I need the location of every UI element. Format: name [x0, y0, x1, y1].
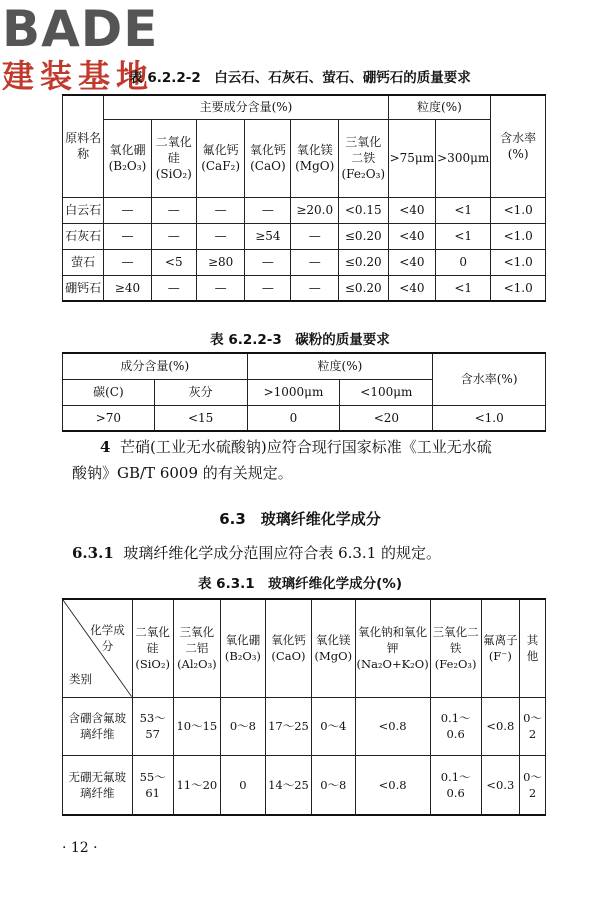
cell: — — [196, 275, 244, 301]
paragraph-item-4 — [100, 434, 570, 460]
section-heading: 6.3 玻璃纤维化学成分 — [219, 510, 381, 528]
row-label: 白云石 — [63, 197, 104, 223]
row-label: 硼钙石 — [63, 275, 104, 301]
cell: <20 — [340, 405, 433, 431]
col-header: 氟离子(F⁻) — [481, 599, 520, 697]
col-header: >1000μm — [247, 379, 340, 405]
cell: <40 — [388, 197, 436, 223]
col-header: 二氧化硅(SiO₂) — [132, 599, 173, 697]
cell: ≥80 — [196, 249, 244, 275]
cell: 55～61 — [132, 755, 173, 815]
cell: 0.1～0.6 — [430, 755, 481, 815]
cell: — — [245, 197, 291, 223]
cell: 17～25 — [265, 697, 311, 755]
cell: — — [245, 275, 291, 301]
row-label: 无硼无氟玻璃纤维 — [63, 755, 133, 815]
cell: ≤0.20 — [338, 249, 388, 275]
diagonal-header — [63, 599, 133, 697]
cell: 0～8 — [220, 697, 265, 755]
cell: 14～25 — [265, 755, 311, 815]
header-particle-size: 粒度(%) — [247, 353, 433, 379]
cell: ≤0.20 — [338, 275, 388, 301]
cell: <0.15 — [338, 197, 388, 223]
cell: <5 — [151, 249, 196, 275]
col-header: 三氧化二铁(Fe₂O₃) — [430, 599, 481, 697]
cell: — — [245, 249, 291, 275]
col-header: 氧化钙(CaO) — [265, 599, 311, 697]
col-header: 氧化镁(MgO) — [291, 119, 338, 197]
table-6-2-2-2 — [62, 94, 546, 302]
col-header: 氧化钙(CaO) — [245, 119, 291, 197]
diag-bottom-label: 类别 — [69, 671, 92, 686]
cell: <1.0 — [491, 197, 546, 223]
cell: >70 — [63, 405, 155, 431]
cell: ≥20.0 — [291, 197, 338, 223]
table-6-3-1 — [62, 598, 546, 816]
page-number: · 12 · — [62, 840, 98, 856]
col-header: 氧化钠和氧化钾(Na₂O+K₂O) — [355, 599, 430, 697]
table-row — [63, 405, 546, 431]
cell: <1.0 — [491, 249, 546, 275]
cell: ≤0.20 — [338, 223, 388, 249]
col-header: 氧化硼(B₂O₃) — [220, 599, 265, 697]
col-header: <100μm — [340, 379, 433, 405]
row-label: 含硼含氟玻璃纤维 — [63, 697, 133, 755]
col-header: 三氧化二铝(Al₂O₃) — [173, 599, 220, 697]
header-particle-size: 粒度(%) — [388, 95, 491, 119]
cell: 10～15 — [173, 697, 220, 755]
col-header: >75μm — [388, 119, 436, 197]
cell: <1.0 — [433, 405, 546, 431]
table-row — [63, 697, 546, 755]
header-raw-material: 原料名称 — [63, 95, 104, 197]
paragraph-line: 芒硝(工业无水硫酸钠)应符合现行国家标准《工业无水硫 — [119, 438, 492, 456]
table-row — [63, 197, 546, 223]
cell: — — [151, 275, 196, 301]
cell: — — [291, 275, 338, 301]
clause-text: 玻璃纤维化学成分范围应符合表 6.3.1 的规定。 — [123, 544, 442, 562]
cell: 0.1～0.6 — [430, 697, 481, 755]
cell: <0.8 — [355, 697, 430, 755]
cell: — — [104, 223, 151, 249]
cell: 0 — [220, 755, 265, 815]
col-header: 二氧化硅(SiO₂) — [151, 119, 196, 197]
cell: 0～8 — [312, 755, 355, 815]
table-row — [63, 223, 546, 249]
cell: 0 — [436, 249, 491, 275]
cell: ≥54 — [245, 223, 291, 249]
col-header: 氧化硼(B₂O₃) — [104, 119, 151, 197]
cell: <40 — [388, 249, 436, 275]
col-header: 其他 — [520, 599, 546, 697]
cell: — — [196, 197, 244, 223]
cell: <0.8 — [481, 697, 520, 755]
col-header: >300μm — [436, 119, 491, 197]
col-header: 三氧化二铁(Fe₂O₃) — [338, 119, 388, 197]
table-caption-2: 表 6.2.2-3 碳粉的质量要求 — [210, 332, 390, 348]
table-row — [63, 755, 546, 815]
cell: 53～57 — [132, 697, 173, 755]
col-header: 氟化钙(CaF₂) — [196, 119, 244, 197]
table-row — [63, 275, 546, 301]
cell: <40 — [388, 223, 436, 249]
paragraph-line: 酸钠》GB/T 6009 的有关规定。 — [72, 464, 293, 482]
header-moisture: 含水率(%) — [433, 353, 546, 405]
cell: <0.8 — [355, 755, 430, 815]
col-header: 碳(C) — [63, 379, 155, 405]
cell: <15 — [154, 405, 247, 431]
cell: — — [291, 223, 338, 249]
paragraph-continuation — [72, 460, 572, 486]
cell: <1 — [436, 223, 491, 249]
item-number: 4 — [100, 438, 111, 456]
col-header: 氧化镁(MgO) — [312, 599, 355, 697]
cell: — — [151, 223, 196, 249]
table-caption-3: 表 6.3.1 玻璃纤维化学成分(%) — [197, 576, 402, 592]
cell: <0.3 — [481, 755, 520, 815]
clause-6-3-1 — [72, 540, 572, 566]
cell: <1.0 — [491, 275, 546, 301]
diag-top-label: 化学成分 — [90, 623, 125, 653]
row-label: 萤石 — [63, 249, 104, 275]
cell: <1.0 — [491, 223, 546, 249]
header-moisture: 含水率(%) — [491, 95, 546, 197]
logo-wordmark: BADE — [2, 0, 159, 58]
cell: <40 — [388, 275, 436, 301]
cell: — — [196, 223, 244, 249]
row-label: 石灰石 — [63, 223, 104, 249]
header-main-content: 主要成分含量(%) — [104, 95, 388, 119]
cell: 0～2 — [520, 697, 546, 755]
cell: 0～4 — [312, 697, 355, 755]
table-caption-1: 表 6.2.2-2 白云石、石灰石、萤石、硼钙石的质量要求 — [129, 70, 471, 86]
cell: — — [291, 249, 338, 275]
header-content: 成分含量(%) — [63, 353, 248, 379]
cell: ≥40 — [104, 275, 151, 301]
cell: 0～2 — [520, 755, 546, 815]
table-row — [63, 249, 546, 275]
cell: <1 — [436, 197, 491, 223]
cell: <1 — [436, 275, 491, 301]
clause-number: 6.3.1 — [72, 544, 114, 562]
cell: 0 — [247, 405, 340, 431]
cell: — — [104, 249, 151, 275]
cell: 11～20 — [173, 755, 220, 815]
table-6-2-2-3 — [62, 352, 546, 432]
col-header: 灰分 — [154, 379, 247, 405]
cell: — — [151, 197, 196, 223]
logo-subtitle: 建装基地 — [2, 57, 155, 95]
cell: — — [104, 197, 151, 223]
